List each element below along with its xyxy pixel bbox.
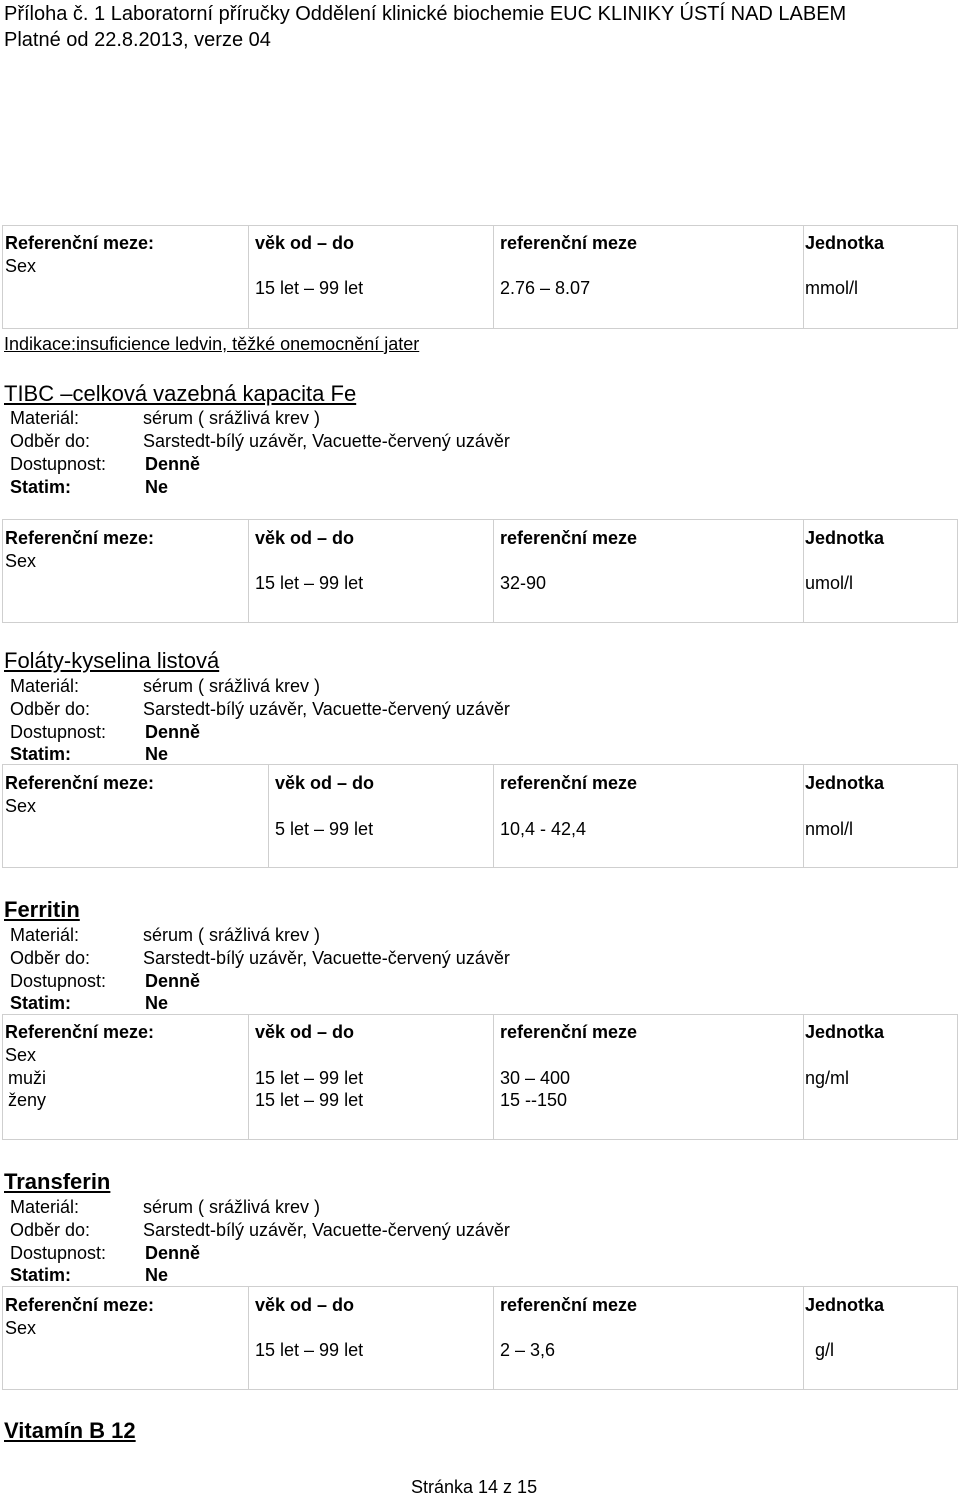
reference-limits-label: Referenční meze:	[5, 773, 155, 793]
availability-label: Dostupnost:	[10, 454, 107, 474]
age-range-value: 15 let – 99 let	[255, 1068, 364, 1088]
statim-label: Statim:	[10, 993, 72, 1013]
reference-limits-label: Referenční meze:	[5, 1022, 155, 1042]
table-divider	[493, 225, 494, 329]
section-title-vitamin-b12: Vitamín B 12	[4, 1418, 136, 1443]
age-range-value: 15 let – 99 let	[255, 1340, 364, 1360]
reference-range-value: 2 – 3,6	[500, 1340, 556, 1360]
sex-label: Sex	[5, 1045, 37, 1065]
availability-label: Dostupnost:	[10, 722, 107, 742]
indication-prefix: Indikace:	[4, 334, 77, 354]
section-title-tibc: TIBC –celková vazebná kapacita Fe	[4, 381, 357, 406]
availability-value: Denně	[145, 454, 201, 474]
availability-value: Denně	[145, 1243, 201, 1263]
unit-value: mmol/l	[805, 278, 858, 298]
statim-label: Statim:	[10, 744, 72, 764]
table-divider	[803, 519, 804, 623]
table-divider	[803, 1286, 804, 1390]
unit-value: ng/ml	[805, 1068, 850, 1088]
table-divider	[803, 225, 804, 329]
table-divider	[493, 519, 494, 623]
availability-label: Dostupnost:	[10, 971, 107, 991]
availability-label: Dostupnost:	[10, 1243, 107, 1263]
document-header-line1: Příloha č. 1 Laboratorní příručky Oddělení klinické biochemie EUC KLINIKY ÚSTÍ NAD LABEM	[4, 3, 847, 25]
material-value: sérum ( srážlivá krev )	[143, 408, 321, 428]
unit-header: Jednotka	[805, 1022, 885, 1042]
unit-header: Jednotka	[805, 233, 885, 253]
page-number: Stránka 14 z 15	[411, 1477, 538, 1497]
age-range-value: 15 let – 99 let	[255, 573, 364, 593]
age-range-header: věk od – do	[275, 773, 375, 793]
statim-label: Statim:	[10, 1265, 72, 1285]
material-value: sérum ( srážlivá krev )	[143, 925, 321, 945]
age-range-value: 5 let – 99 let	[275, 819, 374, 839]
section-title-transferin: Transferin	[4, 1169, 111, 1194]
collection-value: Sarstedt-bílý uzávěr, Vacuette-červený uzávěr	[143, 1220, 510, 1240]
collection-label: Odběr do:	[10, 948, 91, 968]
table-divider	[248, 225, 249, 329]
sex-label: Sex	[5, 256, 37, 276]
document-header-line2: Platné od 22.8.2013, verze 04	[4, 29, 271, 51]
reference-range-value: 32-90	[500, 573, 547, 593]
statim-value: Ne	[145, 744, 169, 764]
material-label: Materiál:	[10, 1197, 80, 1217]
material-label: Materiál:	[10, 676, 80, 696]
statim-value: Ne	[145, 477, 169, 497]
unit-header: Jednotka	[805, 1295, 885, 1315]
sex-label: Sex	[5, 1318, 37, 1338]
availability-value: Denně	[145, 971, 201, 991]
table-divider	[248, 1014, 249, 1140]
unit-value: nmol/l	[805, 819, 854, 839]
unit-value: umol/l	[805, 573, 854, 593]
statim-value: Ne	[145, 993, 169, 1013]
sex-value-female: ženy	[8, 1090, 47, 1110]
material-label: Materiál:	[10, 925, 80, 945]
table-divider	[493, 1014, 494, 1140]
reference-limits-label: Referenční meze:	[5, 1295, 155, 1315]
reference-range-header: referenční meze	[500, 1295, 638, 1315]
table-divider	[268, 764, 269, 868]
table-divider	[493, 764, 494, 868]
reference-range-value: 2.76 – 8.07	[500, 278, 591, 298]
sex-label: Sex	[5, 551, 37, 571]
reference-range-value: 10,4 - 42,4	[500, 819, 587, 839]
table-divider	[248, 1286, 249, 1390]
sex-label: Sex	[5, 796, 37, 816]
table-divider	[803, 1014, 804, 1140]
collection-value: Sarstedt-bílý uzávěr, Vacuette-červený uzávěr	[143, 431, 510, 451]
statim-value: Ne	[145, 1265, 169, 1285]
collection-label: Odběr do:	[10, 1220, 91, 1240]
statim-label: Statim:	[10, 477, 72, 497]
collection-label: Odběr do:	[10, 431, 91, 451]
material-label: Materiál:	[10, 408, 80, 428]
age-range-value: 15 let – 99 let	[255, 1090, 364, 1110]
unit-header: Jednotka	[805, 773, 885, 793]
reference-range-header: referenční meze	[500, 528, 638, 548]
section-title-folaty: Foláty-kyselina listová	[4, 648, 220, 673]
table-divider	[493, 1286, 494, 1390]
table-divider	[248, 519, 249, 623]
reference-limits-label: Referenční meze:	[5, 528, 155, 548]
age-range-header: věk od – do	[255, 233, 355, 253]
reference-range-value: 15 --150	[500, 1090, 568, 1110]
sex-value-male: muži	[8, 1068, 47, 1088]
table-divider	[803, 764, 804, 868]
indication-line	[4, 333, 419, 355]
material-value: sérum ( srážlivá krev )	[143, 676, 321, 696]
unit-header: Jednotka	[805, 528, 885, 548]
reference-limits-label: Referenční meze:	[5, 233, 155, 253]
reference-range-header: referenční meze	[500, 1022, 638, 1042]
material-value: sérum ( srážlivá krev )	[143, 1197, 321, 1217]
age-range-header: věk od – do	[255, 528, 355, 548]
age-range-header: věk od – do	[255, 1022, 355, 1042]
age-range-value: 15 let – 99 let	[255, 278, 364, 298]
section-title-ferritin: Ferritin	[4, 897, 80, 922]
unit-value: g/l	[815, 1340, 835, 1360]
age-range-header: věk od – do	[255, 1295, 355, 1315]
collection-value: Sarstedt-bílý uzávěr, Vacuette-červený uzávěr	[143, 948, 510, 968]
indication-text: insuficience ledvin, těžké onemocnění jater	[76, 334, 420, 354]
reference-range-value: 30 – 400	[500, 1068, 571, 1088]
reference-range-header: referenční meze	[500, 773, 638, 793]
collection-label: Odběr do:	[10, 699, 91, 719]
availability-value: Denně	[145, 722, 201, 742]
reference-range-header: referenční meze	[500, 233, 638, 253]
collection-value: Sarstedt-bílý uzávěr, Vacuette-červený uzávěr	[143, 699, 510, 719]
